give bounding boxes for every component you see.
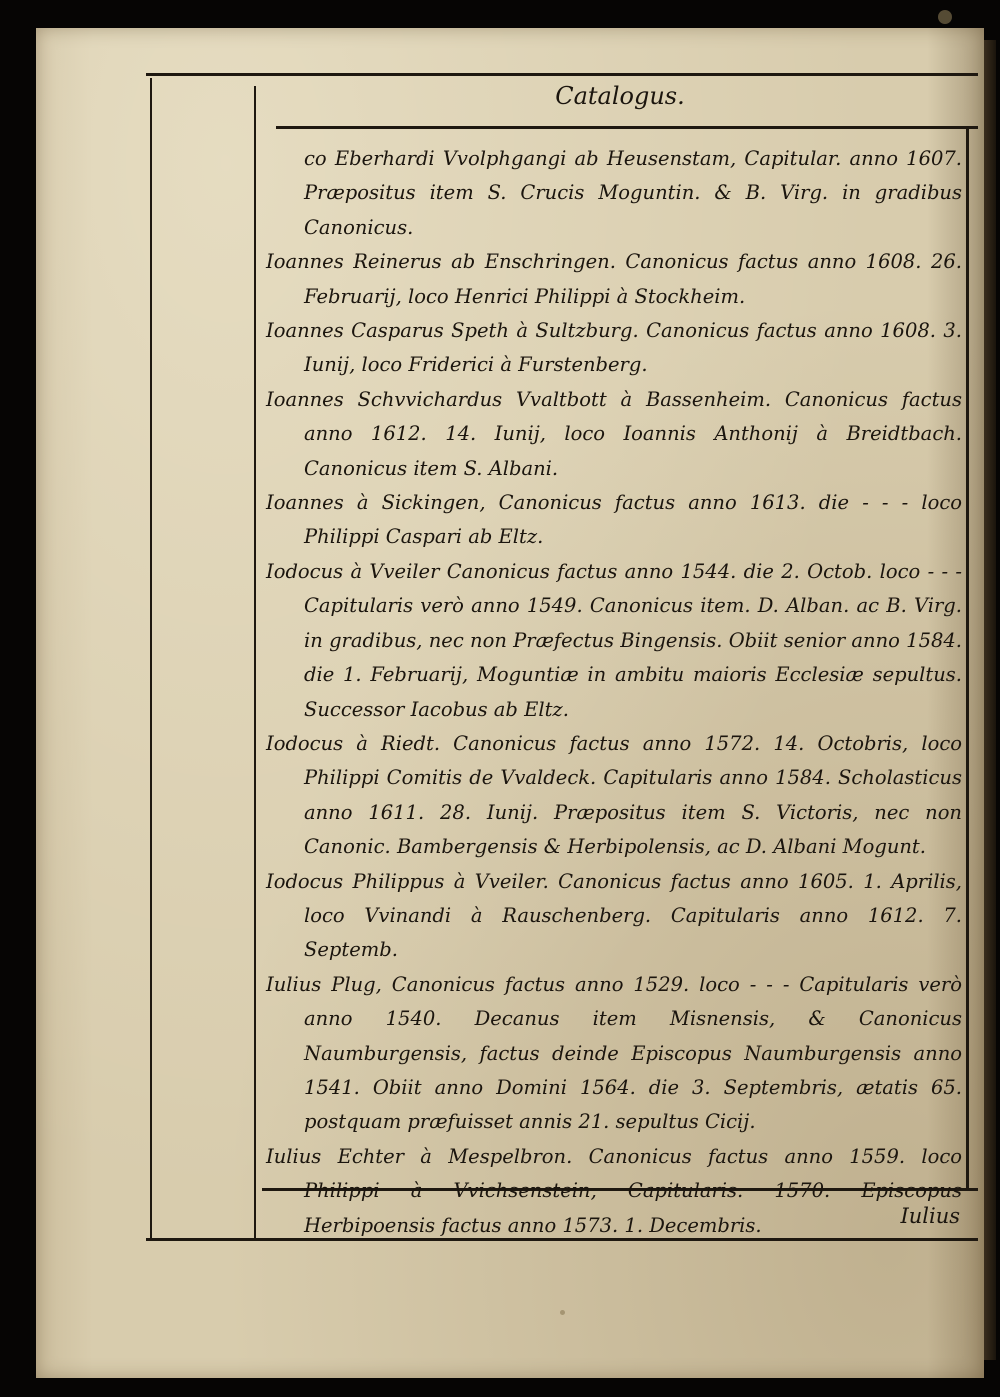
paper-stain <box>560 1310 565 1315</box>
left-inner-rule <box>254 86 256 1238</box>
top-inner-rule <box>276 126 978 129</box>
page-edge-shadow <box>984 40 996 1360</box>
paper-stain <box>938 10 952 24</box>
left-outer-rule <box>150 78 152 1238</box>
catalogue-entry-continuation: co Eberhardi Vvolphgangi ab Heusenstam, Capitular. anno 1607. Præpositus item S. Crucis Moguntin. & B. Virg. in gradibus Canonicus. <box>304 147 962 239</box>
catalogue-entry: Ioannes à Sickingen, Canonicus factus anno 1613. die - - - loco Philippi Caspari ab Eltz. <box>266 491 962 549</box>
catalogue-entry: Iulius Plug, Canonicus factus anno 1529. loco - - - Capitularis verò anno 1540. Decanus item Misnensis, & Canonicus Naumburgensis, factus deinde Episcopus Naumburgensis anno 1541. Obiit anno Domini 1564. die 3. Septembris, ætatis 65. postquam præfuisset annis 21. sepultus Cicij. <box>266 972 962 1134</box>
right-inner-rule <box>966 128 969 1190</box>
running-head: Catalogus. <box>555 82 685 110</box>
catalogue-entry: Ioannes Schvvichardus Vvaltbott à Bassenheim. Canonicus factus anno 1612. 14. Iunij, loco Ioannis Anthonij à Breidtbach. Canonicus item S. Albani. <box>266 387 962 480</box>
catchword: Iulius <box>900 1204 960 1228</box>
catalogue-entry: Iodocus Philippus à Vveiler. Canonicus factus anno 1605. 1. Aprilis, loco Vvinandi à Rauschenberg. Capitularis anno 1612. 7. Septemb. <box>266 869 962 962</box>
top-outer-rule <box>146 73 978 76</box>
catalogue-entry: Ioannes Reinerus ab Enschringen. Canonicus factus anno 1608. 26. Februarij, loco Henrici Philippi à Stockheim. <box>266 250 962 308</box>
catalogue-text <box>266 142 962 1243</box>
catalogue-entry: Ioannes Casparus Speth à Sultzburg. Canonicus factus anno 1608. 3. Iunij, loco Friderici à Furstenberg. <box>266 319 962 377</box>
catalogue-entry: Iodocus à Vveiler Canonicus factus anno 1544. die 2. Octob. loco - - - Capitularis verò anno 1549. Canonicus item. D. Alban. ac B. Virg. in gradibus, nec non Præfectus Bingensis. Obiit senior anno 1584. die 1. Februarij, Moguntiæ in ambitu maioris Ecclesiæ sepultus. Successor Iacobus ab Eltz. <box>266 559 962 721</box>
catalogue-entry: Iulius Echter à Mespelbron. Canonicus factus anno 1559. loco Philippi à Vvichsenstein, Capitularis. 1570. Episcopus Herbipoensis factus anno 1573. 1. Decembris. <box>266 1144 962 1237</box>
catalogue-entry: Iodocus à Riedt. Canonicus factus anno 1572. 14. Octobris, loco Philippi Comitis de Vvaldeck. Capitularis anno 1584. Scholasticus anno 1611. 28. Iunij. Præpositus item S. Victoris, nec non Canonic. Bambergensis & Herbipolensis, ac D. Albani Mogunt. <box>266 731 962 859</box>
